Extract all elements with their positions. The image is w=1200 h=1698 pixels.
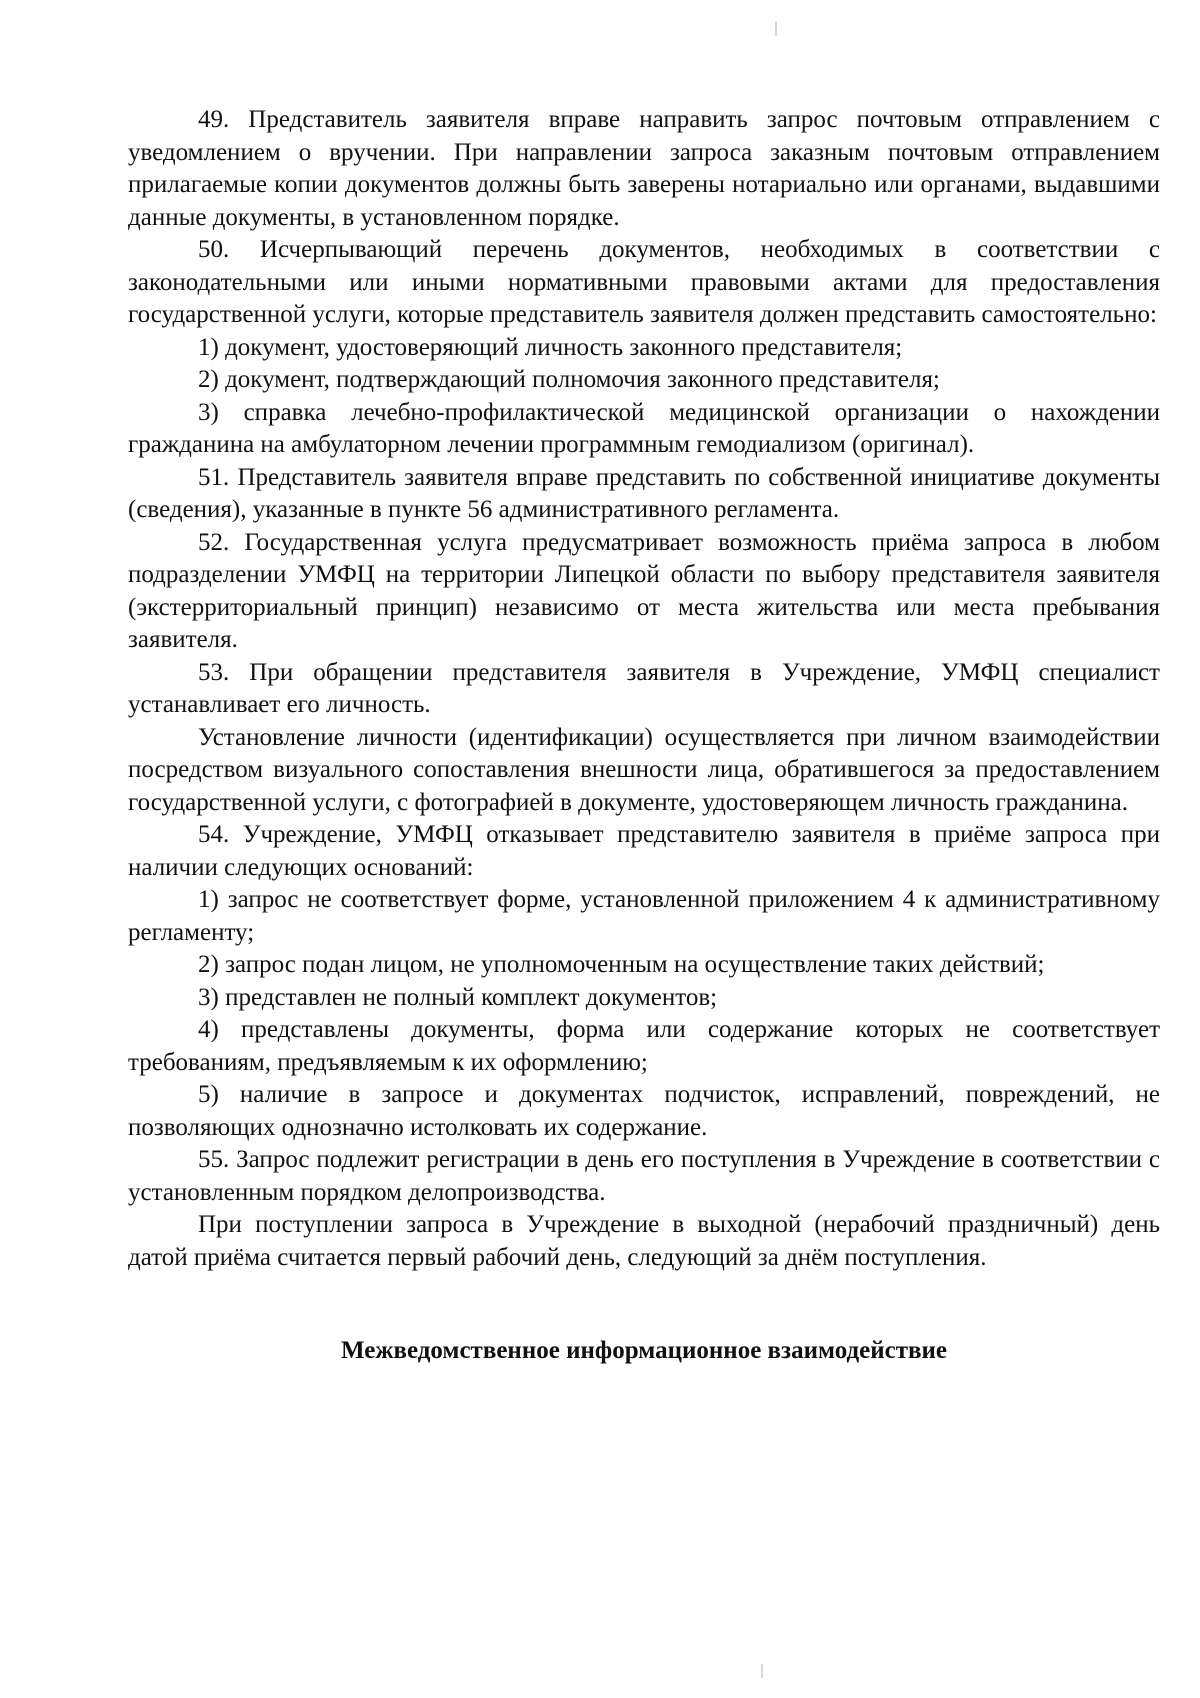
scan-artifact-bottom xyxy=(761,1664,763,1678)
paragraph-50: 50. Исчерпывающий перечень документов, необходимых в соответствии с законодательными или иными нормативными правовыми актами для предоставления государственной услуги, которые представитель заявителя должен представить самостоятельно: xyxy=(128,236,1160,328)
section-heading: Межведомственное информационное взаимодействие xyxy=(341,1337,947,1364)
scan-artifact-top xyxy=(775,22,777,36)
paragraph-54: 54. Учреждение, УМФЦ отказывает представителю заявителя в приёме запроса при наличии следующих оснований: xyxy=(128,821,1160,881)
paragraph-53: 53. При обращении представителя заявителя в Учреждение, УМФЦ специалист устанавливает его личность. xyxy=(128,658,1160,718)
paragraph-53-identification: Установление личности (идентификации) осуществляется при личном взаимодействии посредством визуального сопоставления внешности лица, обратившегося за предоставлением государственной услуги, с фотографией в документе, удостоверяющем личность гражданина. xyxy=(128,723,1160,816)
paragraph-52: 52. Государственная услуга предусматривает возможность приёма запроса в любом подразделении УМФЦ на территории Липецкой области по выбору представителя заявителя (экстерриториальный принцип) независимо от места жительства или места пребывания заявителя. xyxy=(128,528,1160,653)
paragraph-55-holiday: При поступлении запроса в Учреждение в выходной (нерабочий праздничный) день датой приёма считается первый рабочий день, следующий за днём поступления. xyxy=(128,1211,1160,1271)
list-item-54-4: 4) представлены документы, форма или содержание которых не соответствует требованиям, предъявляемым к их оформлению; xyxy=(128,1016,1160,1076)
document-page xyxy=(128,104,1160,1368)
paragraph-51: 51. Представитель заявителя вправе представить по собственной инициативе документы (сведения), указанные в пункте 56 административного регламента. xyxy=(128,463,1160,523)
list-item-54-1: 1) запрос не соответствует форме, установленной приложением 4 к административному регламенту; xyxy=(128,886,1160,946)
list-item-50-2: 2) документ, подтверждающий полномочия законного представителя; xyxy=(198,366,940,393)
list-item-54-5: 5) наличие в запросе и документах подчисток, исправлений, повреждений, не позволяющих однозначно истолковать их содержание. xyxy=(128,1081,1160,1141)
paragraph-49: 49. Представитель заявителя вправе направить запрос почтовым отправлением с уведомлением о вручении. При направлении запроса заказным почтовым отправлением прилагаемые копии документов должны быть заверены нотариально или органами, выдавшими данные документы, в установленном порядке. xyxy=(128,106,1160,231)
list-item-54-3: 3) представлен не полный комплект документов; xyxy=(198,983,718,1011)
list-item-50-1: 1) документ, удостоверяющий личность законного представителя; xyxy=(198,333,903,361)
list-item-50-3: 3) справка лечебно-профилактической медицинской организации о нахождении гражданина на амбулаторном лечении программным гемодиализом (оригинал). xyxy=(128,398,1160,458)
paragraph-55: 55. Запрос подлежит регистрации в день его поступления в Учреждение в соответствии с установленным порядком делопроизводства. xyxy=(128,1146,1160,1206)
list-item-54-2: 2) запрос подан лицом, не уполномоченным на осуществление таких действий; xyxy=(198,951,1045,978)
